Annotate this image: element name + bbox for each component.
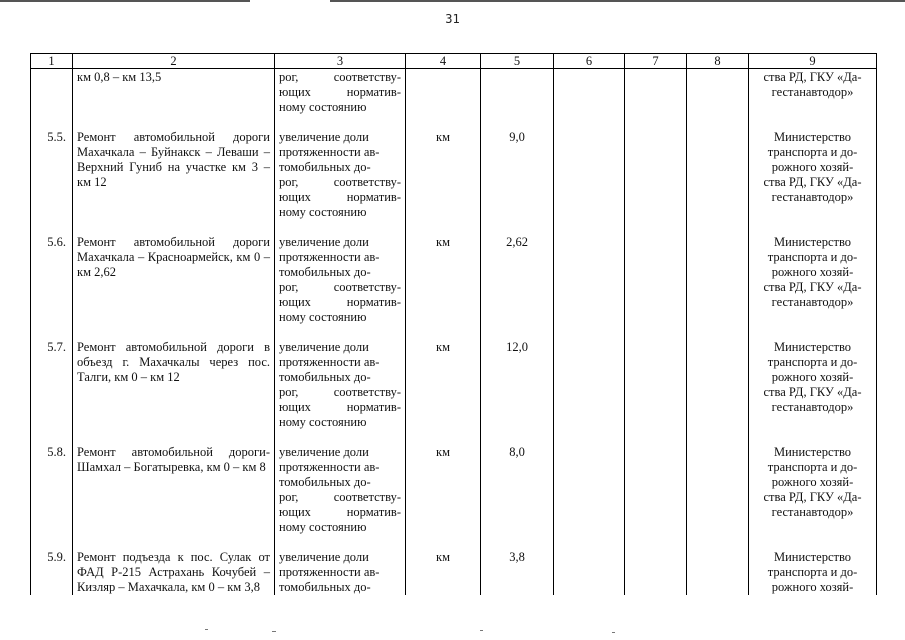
scan-speck — [612, 632, 615, 633]
item-number: 5.5. — [31, 125, 73, 230]
scan-edge-line — [0, 0, 250, 2]
item-name: Ремонт подъезда к пос. Сулак от ФАД Р-215 Астрахань Кочубей – Кизляр – Махачкала, км 0 – км 3,8 — [73, 545, 275, 595]
table-row — [31, 125, 877, 230]
item-name: Ремонт автомобильной дороги Махачкала – Красноармейск, км 0 – км 2,62 — [73, 230, 275, 335]
table-row — [31, 440, 877, 545]
executor-cell: ства РД, ГКУ «Да- гестанавтодор» — [749, 69, 877, 126]
scan-speck — [480, 630, 483, 631]
unit-cell: км — [406, 545, 481, 595]
page-bottom-margin — [0, 596, 905, 640]
unit-cell: км — [406, 230, 481, 335]
unit-cell: км — [406, 125, 481, 230]
table-row — [31, 230, 877, 335]
executor-cell: Министерство транспорта и до- рожного хозяй- ства РД, ГКУ «Да- гестанавтодор» — [749, 230, 877, 335]
unit-cell: км — [406, 335, 481, 440]
column-header: 5 — [481, 54, 554, 69]
indicator-cell: увеличение доли протяженности ав- томобильных до- рог, соответству- ющих норматив- ному состоянию — [275, 230, 406, 335]
column-header: 1 — [31, 54, 73, 69]
executor-cell: Министерство транспорта и до- рожного хозяй- ства РД, ГКУ «Да- гестанавтодор» — [749, 335, 877, 440]
column-number-row — [31, 54, 877, 69]
value-cell: 8,0 — [481, 440, 554, 545]
table-row-continuation — [31, 69, 877, 126]
value-cell: 12,0 — [481, 335, 554, 440]
column-header: 8 — [687, 54, 749, 69]
scan-edge-line — [330, 0, 905, 2]
indicator-cell: рог, соответству- ющих норматив- ному состоянию — [275, 69, 406, 126]
column-header: 2 — [73, 54, 275, 69]
item-name: Ремонт автомобильной дороги в объезд г. Махачкалы через пос. Талги, км 0 – км 12 — [73, 335, 275, 440]
program-table — [30, 53, 877, 595]
column-header: 7 — [625, 54, 687, 69]
item-number: 5.7. — [31, 335, 73, 440]
table-row — [31, 335, 877, 440]
value-cell: 3,8 — [481, 545, 554, 595]
indicator-cell: увеличение доли протяженности ав- томобильных до- рог, соответству- ющих норматив- ному состоянию — [275, 440, 406, 545]
item-name: Ремонт автомобильной дороги-Шамхал – Богатыревка, км 0 – км 8 — [73, 440, 275, 545]
item-name: Ремонт автомобильной дороги Махачкала – Буйнакск – Леваши – Верхний Гуниб на участке км 3 – км 12 — [73, 125, 275, 230]
column-header: 3 — [275, 54, 406, 69]
executor-cell: Министерство транспорта и до- рожного хозяй- ства РД, ГКУ «Да- гестанавтодор» — [749, 440, 877, 545]
scan-speck — [205, 629, 208, 630]
item-number: 5.8. — [31, 440, 73, 545]
indicator-cell: увеличение доли протяженности ав- томобильных до- рог, соответству- ющих норматив- ному состоянию — [275, 335, 406, 440]
indicator-cell: увеличение доли протяженности ав- томобильных до- — [275, 545, 406, 595]
item-number: 5.9. — [31, 545, 73, 595]
item-name: км 0,8 – км 13,5 — [73, 69, 275, 126]
executor-cell: Министерство транспорта и до- рожного хозяй- ства РД, ГКУ «Да- гестанавтодор» — [749, 125, 877, 230]
page-number: 31 — [445, 12, 460, 26]
table-row — [31, 545, 877, 595]
item-number: 5.6. — [31, 230, 73, 335]
unit-cell: км — [406, 440, 481, 545]
indicator-cell: увеличение доли протяженности ав- томобильных до- рог, соответству- ющих норматив- ному состоянию — [275, 125, 406, 230]
value-cell: 9,0 — [481, 125, 554, 230]
executor-cell: Министерство транспорта и до- рожного хозяй- — [749, 545, 877, 595]
column-header: 6 — [554, 54, 625, 69]
scan-speck — [272, 631, 276, 632]
column-header: 9 — [749, 54, 877, 69]
column-header: 4 — [406, 54, 481, 69]
value-cell: 2,62 — [481, 230, 554, 335]
